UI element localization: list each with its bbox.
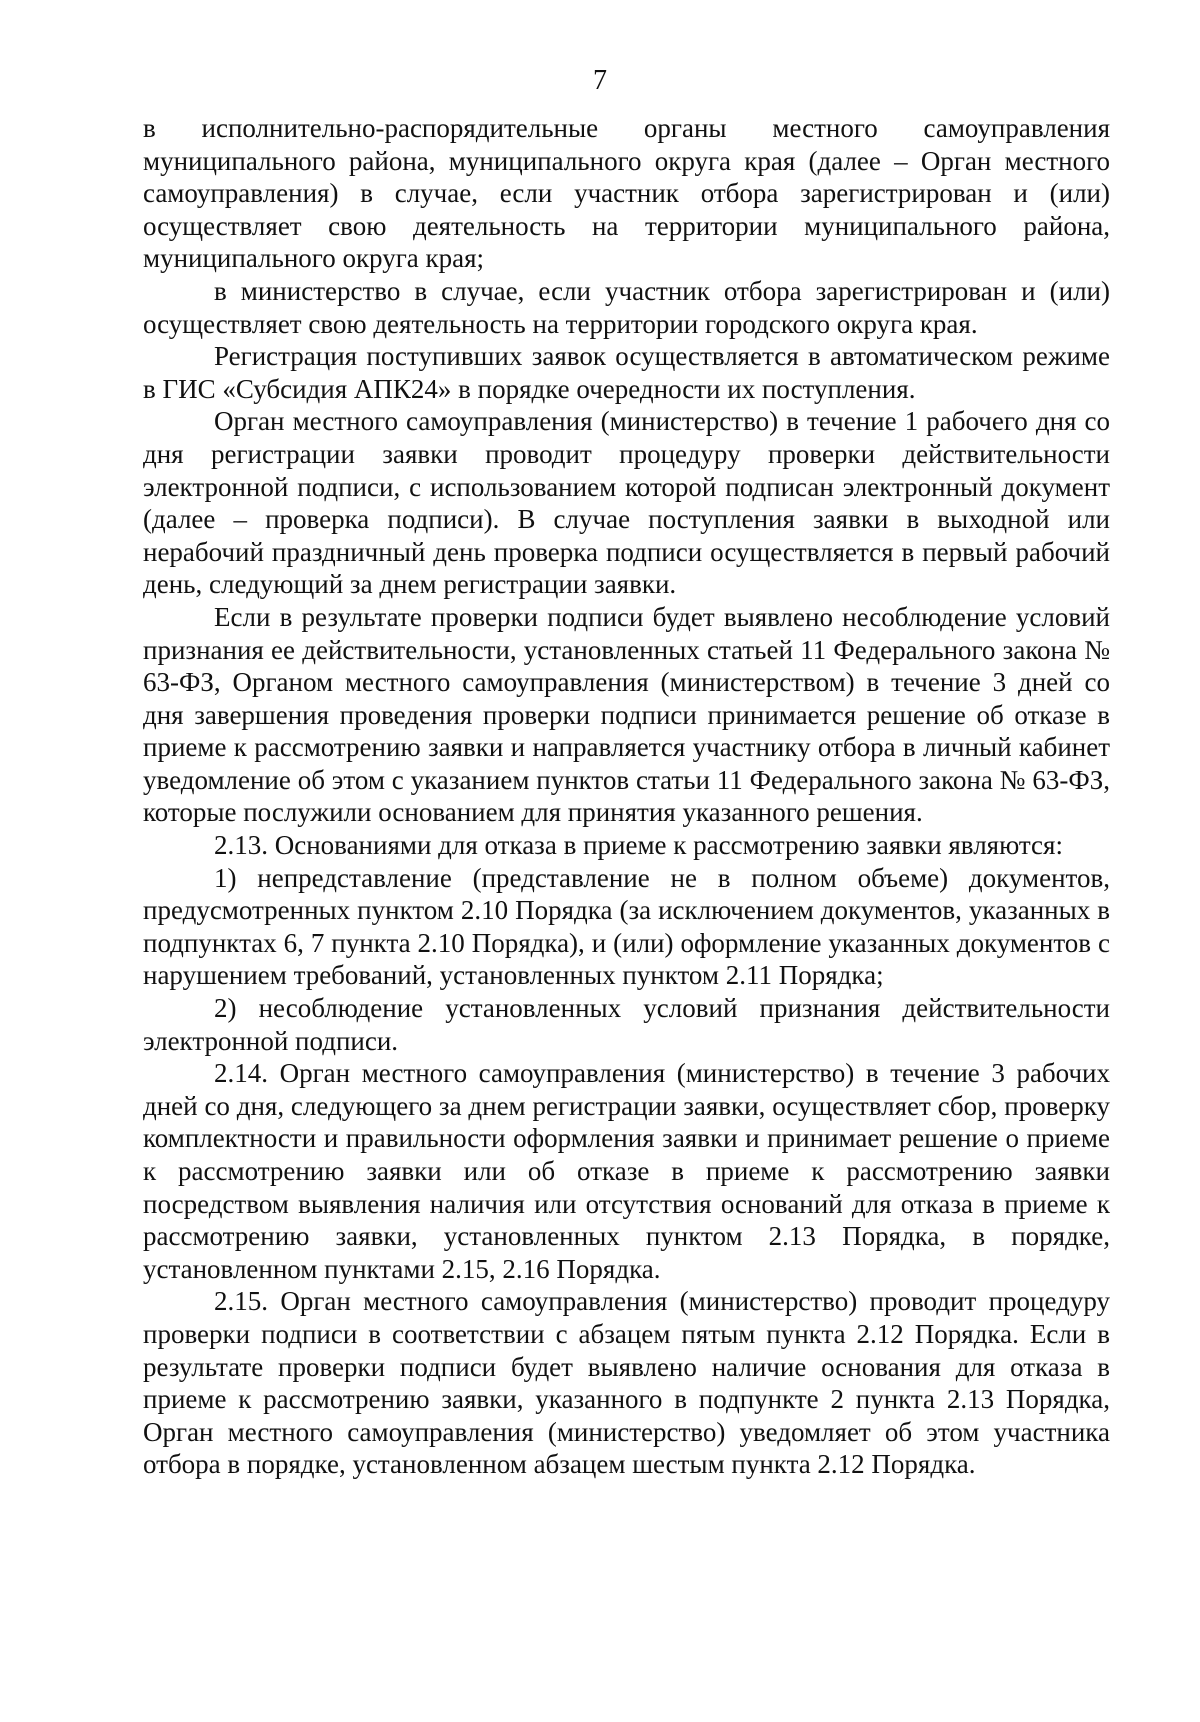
paragraph-subclause-1: 1) непредставление (представление не в полном объеме) документов, предусмотренных пунктом 2.10 Порядка (за исключением документов, указанных в подпунктах 6, 7 пункта 2.10 Порядка), и (или) оформление указанных документов с нарушением требований, установленных пунктом 2.11 Порядка;: [143, 862, 1110, 991]
document-body: [143, 112, 1110, 1481]
paragraph-continuation: в исполнительно-распорядительные органы местного самоуправления муниципального района, муниципального округа края (далее – Орган местного самоуправления) в случае, если участник отбора зарегистрирован и (или) осуществляет свою деятельность на территории муниципального района, муниципального округа края;: [143, 113, 1110, 274]
paragraph-clause-2-15: 2.15. Орган местного самоуправления (министерство) проводит процедуру проверки подписи в соответствии с абзацем пятым пункта 2.12 Порядка. Если в результате проверки подписи будет выявлено наличие основания для отказа в приеме к рассмотрению заявки, указанного в подпункте 2 пункта 2.13 Порядка, Орган местного самоуправления (министерство) уведомляет об этом участника отбора в порядке, установленном абзацем шестым пункта 2.12 Порядка.: [143, 1286, 1110, 1480]
paragraph-clause-2-13: 2.13. Основаниями для отказа в приеме к рассмотрению заявки являются:: [214, 830, 1063, 861]
paragraph-subclause-2: 2) несоблюдение установленных условий признания действительности электронной подписи.: [143, 993, 1110, 1056]
paragraph: Если в результате проверки подписи будет выявлено несоблюдение условий признания ее действительности, установленных статьей 11 Федерального закона № 63-ФЗ, Органом местного самоуправления (министерством) в течение 3 дней со дня завершения проведения проверки подписи принимается решение об отказе в приеме к рассмотрению заявки и направляется участнику отбора в личный кабинет уведомление об этом с указанием пунктов статьи 11 Федерального закона № 63-ФЗ, которые послужили основанием для принятия указанного решения.: [143, 601, 1110, 828]
page-number: 7: [593, 65, 607, 96]
paragraph: Орган местного самоуправления (министерство) в течение 1 рабочего дня со дня регистрации заявки проводит процедуру проверки действительности электронной подписи, с использованием которой подписан электронный документ (далее – проверка подписи). В случае поступления заявки в выходной или нерабочий праздничный день проверка подписи осуществляется в первый рабочий день, следующий за днем регистрации заявки.: [143, 406, 1110, 600]
paragraph: Регистрация поступивших заявок осуществляется в автоматическом режиме в ГИС «Субсидия АПК24» в порядке очередности их поступления.: [143, 341, 1110, 404]
paragraph-clause-2-14: 2.14. Орган местного самоуправления (министерство) в течение 3 рабочих дней со дня, следующего за днем регистрации заявки, осуществляет сбор, проверку комплектности и правильности оформления заявки и принимает решение о приеме к рассмотрению заявки или об отказе в приеме к рассмотрению заявки посредством выявления наличия или отсутствия оснований для отказа в приеме к рассмотрению заявки, установленных пунктом 2.13 Порядка, в порядке, установленном пунктами 2.15, 2.16 Порядка.: [143, 1058, 1110, 1284]
paragraph: в министерство в случае, если участник отбора зарегистрирован и (или) осуществляет свою деятельность на территории городского округа края.: [143, 275, 1110, 339]
